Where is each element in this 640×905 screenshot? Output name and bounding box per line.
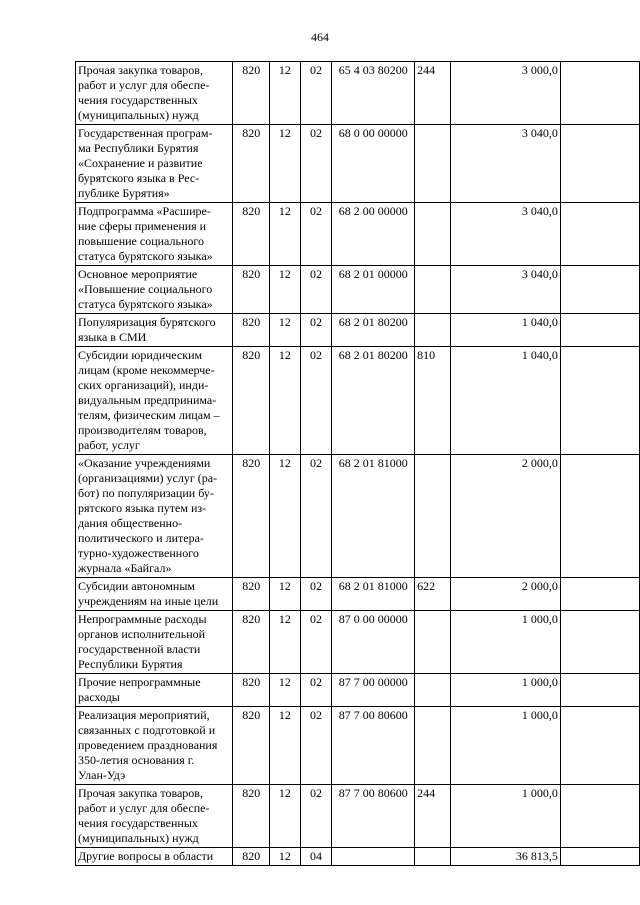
expense-name-line: органов исполнительной <box>78 627 206 641</box>
subsection-code-cell: 04 <box>300 848 332 866</box>
expense-name-line: «Оказание учреждениями <box>78 456 211 470</box>
expense-name-cell <box>76 266 233 314</box>
section-code-cell: 12 <box>270 266 301 314</box>
expense-name-line: Популяризация бурятского <box>78 315 216 329</box>
expense-name-line: Улан-Удэ <box>78 768 126 782</box>
ministry-code-cell: 820 <box>233 611 270 674</box>
expense-name-line: работ и услуг для обеспе- <box>78 801 210 815</box>
section-code-cell: 12 <box>270 347 301 455</box>
amount-cell: 2 000,0 <box>450 455 560 578</box>
expense-name-line: лицам (кроме некоммерче- <box>78 363 215 377</box>
ministry-code-cell: 820 <box>233 347 270 455</box>
expense-name-cell <box>76 62 233 125</box>
ministry-code-cell: 820 <box>233 455 270 578</box>
expense-type-cell <box>415 203 451 266</box>
expense-name-line: учреждениям на иные цели <box>78 594 219 608</box>
table-row <box>76 347 640 455</box>
expense-name-line: производителям товаров, <box>78 423 207 437</box>
amount-cell: 1 000,0 <box>450 674 560 707</box>
expense-name-line: статуса бурятского языка» <box>78 297 213 311</box>
subsection-code-cell: 02 <box>300 785 332 848</box>
expense-type-cell <box>415 266 451 314</box>
empty-cell <box>560 785 639 848</box>
expense-name-cell <box>76 347 233 455</box>
budget-table <box>75 61 640 866</box>
target-article-cell: 68 0 00 00000 <box>332 125 415 203</box>
expense-name-line: Прочая закупка товаров, <box>78 786 203 800</box>
target-article-cell: 68 2 01 80200 <box>332 347 415 455</box>
expense-name-cell <box>76 125 233 203</box>
empty-cell <box>560 455 639 578</box>
target-article-cell: 68 2 01 81000 <box>332 578 415 611</box>
amount-cell: 1 000,0 <box>450 707 560 785</box>
target-article-cell <box>332 848 415 866</box>
subsection-code-cell: 02 <box>300 203 332 266</box>
amount-cell: 1 040,0 <box>450 347 560 455</box>
target-article-cell: 68 2 01 80200 <box>332 314 415 347</box>
table-row <box>76 455 640 578</box>
expense-name-cell <box>76 455 233 578</box>
expense-name-line: турно-художественного <box>78 546 199 560</box>
amount-cell: 1 000,0 <box>450 611 560 674</box>
empty-cell <box>560 266 639 314</box>
expense-name-line: бот) по популяризации бу- <box>78 486 214 500</box>
expense-type-cell: 244 <box>415 785 451 848</box>
expense-name-line: Основное мероприятие <box>78 267 198 281</box>
target-article-cell: 87 0 00 00000 <box>332 611 415 674</box>
table-row <box>76 611 640 674</box>
subsection-code-cell: 02 <box>300 455 332 578</box>
empty-cell <box>560 578 639 611</box>
expense-name-line: бурятского языка в Рес- <box>78 171 200 185</box>
expense-name-line: публике Бурятия» <box>78 186 170 200</box>
expense-name-cell <box>76 611 233 674</box>
empty-cell <box>560 674 639 707</box>
expense-type-cell: 244 <box>415 62 451 125</box>
expense-name-line: Непрограммные расходы <box>78 612 207 626</box>
section-code-cell: 12 <box>270 578 301 611</box>
table-row <box>76 62 640 125</box>
expense-type-cell <box>415 848 451 866</box>
empty-cell <box>560 848 639 866</box>
expense-name-line: 350-летия основания г. <box>78 753 195 767</box>
page-number: 464 <box>311 30 329 44</box>
empty-cell <box>560 62 639 125</box>
expense-name-line: работ, услуг <box>78 438 140 452</box>
amount-cell: 3 040,0 <box>450 125 560 203</box>
target-article-cell: 68 2 01 81000 <box>332 455 415 578</box>
expense-name-line: Республики Бурятия <box>78 657 183 671</box>
expense-name-line: государственной власти <box>78 642 201 656</box>
expense-name-cell <box>76 707 233 785</box>
expense-name-line: видуальным предпринима- <box>78 393 217 407</box>
expense-name-line: политического и литера- <box>78 531 204 545</box>
table-row <box>76 848 640 866</box>
subsection-code-cell: 02 <box>300 611 332 674</box>
empty-cell <box>560 347 639 455</box>
ministry-code-cell: 820 <box>233 707 270 785</box>
section-code-cell: 12 <box>270 785 301 848</box>
expense-name-line: «Сохранение и развитие <box>78 156 203 170</box>
expense-name-cell <box>76 578 233 611</box>
expense-name-line: Реализация мероприятий, <box>78 708 210 722</box>
expense-name-line: телям, физическим лицам – <box>78 408 220 422</box>
expense-type-cell <box>415 674 451 707</box>
expense-name-line: Прочая закупка товаров, <box>78 63 203 77</box>
subsection-code-cell: 02 <box>300 125 332 203</box>
expense-name-cell <box>76 674 233 707</box>
empty-cell <box>560 707 639 785</box>
section-code-cell: 12 <box>270 611 301 674</box>
expense-name-cell <box>76 314 233 347</box>
target-article-cell: 65 4 03 80200 <box>332 62 415 125</box>
expense-name-line: повышение социального <box>78 234 204 248</box>
ministry-code-cell: 820 <box>233 203 270 266</box>
expense-name-cell <box>76 848 233 866</box>
expense-name-line: проведением празднования <box>78 738 218 752</box>
expense-type-cell <box>415 611 451 674</box>
expense-name-line: Субсидии юридическим <box>78 348 203 362</box>
expense-name-line: (муниципальных) нужд <box>78 831 199 845</box>
subsection-code-cell: 02 <box>300 62 332 125</box>
table-row <box>76 266 640 314</box>
expense-type-cell <box>415 314 451 347</box>
section-code-cell: 12 <box>270 62 301 125</box>
ministry-code-cell: 820 <box>233 125 270 203</box>
expense-name-line: «Повышение социального <box>78 282 213 296</box>
expense-name-line: дания общественно- <box>78 516 183 530</box>
expense-name-line: связанных с подготовкой и <box>78 723 216 737</box>
table-row <box>76 707 640 785</box>
expense-name-line: статуса бурятского языка» <box>78 249 213 263</box>
table-row <box>76 674 640 707</box>
expense-name-line: ских организаций), инди- <box>78 378 209 392</box>
expense-name-line: расходы <box>78 690 120 704</box>
expense-name-line: работ и услуг для обеспе- <box>78 78 210 92</box>
amount-cell: 3 040,0 <box>450 203 560 266</box>
expense-name-line: Субсидии автономным <box>78 579 195 593</box>
table-row <box>76 314 640 347</box>
empty-cell <box>560 611 639 674</box>
subsection-code-cell: 02 <box>300 707 332 785</box>
empty-cell <box>560 203 639 266</box>
table-row <box>76 125 640 203</box>
ministry-code-cell: 820 <box>233 674 270 707</box>
amount-cell: 1 040,0 <box>450 314 560 347</box>
empty-cell <box>560 314 639 347</box>
expense-type-cell <box>415 455 451 578</box>
subsection-code-cell: 02 <box>300 314 332 347</box>
section-code-cell: 12 <box>270 848 301 866</box>
expense-type-cell: 810 <box>415 347 451 455</box>
expense-type-cell: 622 <box>415 578 451 611</box>
expense-name-line: языка в СМИ <box>78 330 147 344</box>
target-article-cell: 87 7 00 80600 <box>332 785 415 848</box>
subsection-code-cell: 02 <box>300 347 332 455</box>
subsection-code-cell: 02 <box>300 578 332 611</box>
ministry-code-cell: 820 <box>233 578 270 611</box>
amount-cell: 2 000,0 <box>450 578 560 611</box>
section-code-cell: 12 <box>270 125 301 203</box>
expense-name-line: Другие вопросы в области <box>78 849 214 863</box>
ministry-code-cell: 820 <box>233 314 270 347</box>
empty-cell <box>560 125 639 203</box>
expense-name-line: рятского языка путем из- <box>78 501 207 515</box>
section-code-cell: 12 <box>270 314 301 347</box>
amount-cell: 3 040,0 <box>450 266 560 314</box>
subsection-code-cell: 02 <box>300 266 332 314</box>
expense-type-cell <box>415 125 451 203</box>
section-code-cell: 12 <box>270 455 301 578</box>
expense-name-line: ма Республики Бурятия <box>78 141 199 155</box>
amount-cell: 3 000,0 <box>450 62 560 125</box>
expense-name-line: Государственная програм- <box>78 126 213 140</box>
expense-name-line: чения государственных <box>78 816 198 830</box>
ministry-code-cell: 820 <box>233 62 270 125</box>
expense-name-line: Прочие непрограммные <box>78 675 201 689</box>
expense-name-line: чения государственных <box>78 93 198 107</box>
amount-cell: 1 000,0 <box>450 785 560 848</box>
section-code-cell: 12 <box>270 707 301 785</box>
amount-cell: 36 813,5 <box>450 848 560 866</box>
target-article-cell: 68 2 00 00000 <box>332 203 415 266</box>
ministry-code-cell: 820 <box>233 848 270 866</box>
target-article-cell: 68 2 01 00000 <box>332 266 415 314</box>
table-row <box>76 203 640 266</box>
expense-name-cell <box>76 203 233 266</box>
section-code-cell: 12 <box>270 674 301 707</box>
subsection-code-cell: 02 <box>300 674 332 707</box>
table-row <box>76 785 640 848</box>
expense-type-cell <box>415 707 451 785</box>
expense-name-line: Подпрограмма «Расшире- <box>78 204 211 218</box>
expense-name-cell <box>76 785 233 848</box>
ministry-code-cell: 820 <box>233 266 270 314</box>
section-code-cell: 12 <box>270 203 301 266</box>
expense-name-line: журнала «Байгал» <box>78 561 172 575</box>
target-article-cell: 87 7 00 80600 <box>332 707 415 785</box>
expense-name-line: (муниципальных) нужд <box>78 108 199 122</box>
target-article-cell: 87 7 00 00000 <box>332 674 415 707</box>
expense-name-line: (организациями) услуг (ра- <box>78 471 218 485</box>
ministry-code-cell: 820 <box>233 785 270 848</box>
expense-name-line: ние сферы применения и <box>78 219 207 233</box>
table-row <box>76 578 640 611</box>
